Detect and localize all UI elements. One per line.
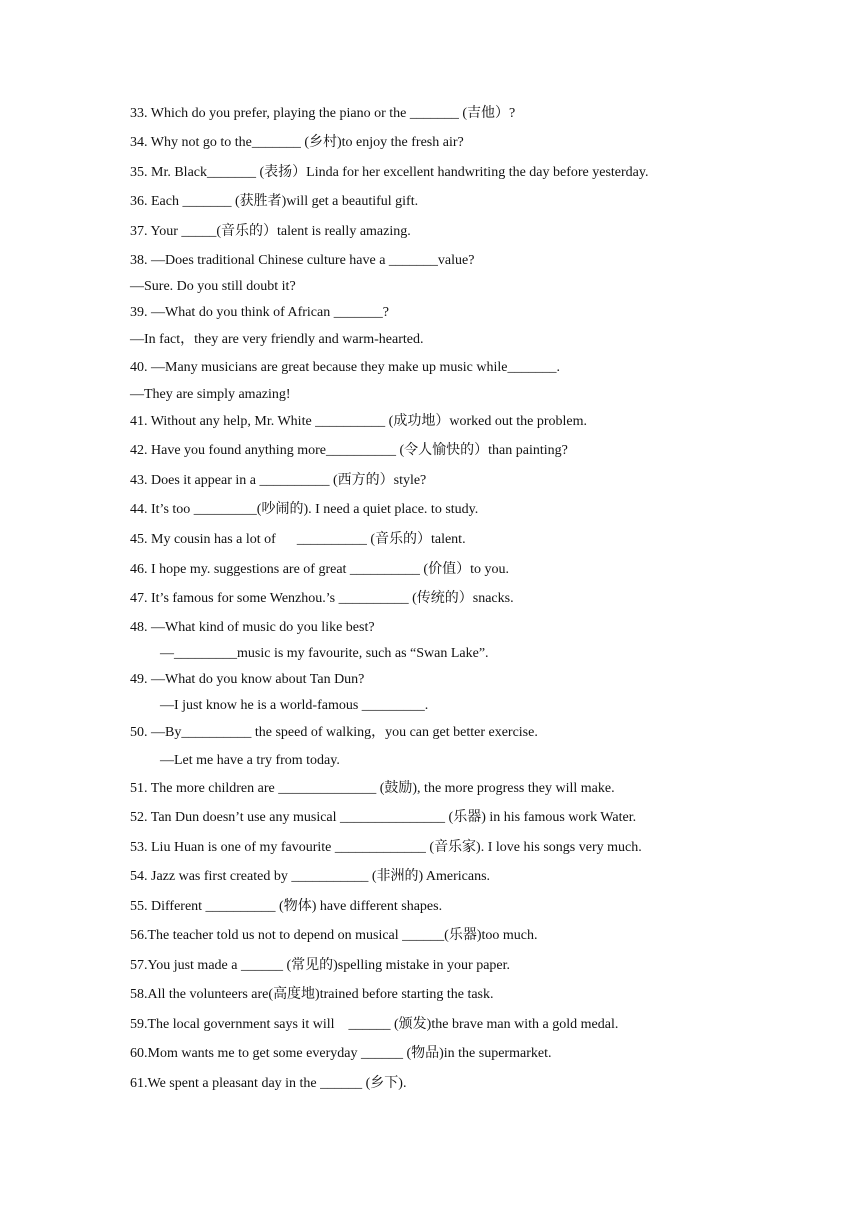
question-60: 60.Mom wants me to get some everyday ______ (物品)in the supermarket. bbox=[130, 1046, 552, 1061]
question-39: 39. —What do you think of African _______? bbox=[130, 305, 389, 320]
question-41: 41. Without any help, Mr. White __________ (成功地）worked out the problem. bbox=[130, 414, 587, 429]
question-56: 56.The teacher told us not to depend on musical ______(乐器)too much. bbox=[130, 928, 538, 943]
question-33: 33. Which do you prefer, playing the piano or the _______ (吉他）? bbox=[130, 106, 516, 121]
question-52: 52. Tan Dun doesn’t use any musical _______________ (乐器) in his famous work Water. bbox=[130, 810, 637, 825]
question-37: 37. Your _____(音乐的）talent is really amazing. bbox=[130, 224, 411, 239]
question-48: 48. —What kind of music do you like best? bbox=[130, 620, 375, 635]
question-44: 44. It’s too _________(吵闹的). I need a quiet place. to study. bbox=[130, 502, 479, 517]
question-40: 40. —Many musicians are great because they make up music while_______. bbox=[130, 360, 560, 375]
answer-38: —Sure. Do you still doubt it? bbox=[130, 279, 296, 294]
answer-39: —In fact，they are very friendly and warm-hearted. bbox=[130, 332, 424, 347]
question-59: 59.The local government says it will ______ (颁发)the brave man with a gold medal. bbox=[130, 1017, 619, 1032]
question-58: 58.All the volunteers are(高度地)trained before starting the task. bbox=[130, 987, 494, 1002]
question-50: 50. —By__________ the speed of walking，you can get better exercise. bbox=[130, 725, 538, 740]
question-43: 43. Does it appear in a __________ (西方的）style? bbox=[130, 473, 427, 488]
question-53: 53. Liu Huan is one of my favourite _____________ (音乐家). I love his songs very much. bbox=[130, 840, 642, 855]
question-36: 36. Each _______ (获胜者)will get a beautiful gift. bbox=[130, 194, 419, 209]
answer-49: —I just know he is a world-famous _________. bbox=[160, 698, 429, 713]
question-49: 49. —What do you know about Tan Dun? bbox=[130, 672, 365, 687]
question-55: 55. Different __________ (物体) have different shapes. bbox=[130, 899, 443, 914]
question-54: 54. Jazz was first created by ___________ (非洲的) Americans. bbox=[130, 869, 491, 884]
question-42: 42. Have you found anything more__________ (令人愉快的）than painting? bbox=[130, 443, 568, 458]
question-46: 46. I hope my. suggestions are of great __________ (价值）to you. bbox=[130, 562, 509, 577]
question-34: 34. Why not go to the_______ (乡村)to enjoy the fresh air? bbox=[130, 135, 464, 150]
question-47: 47. It’s famous for some Wenzhou.’s __________ (传统的）snacks. bbox=[130, 591, 514, 606]
answer-40: —They are simply amazing! bbox=[130, 387, 291, 402]
answer-48: —_________music is my favourite, such as “Swan Lake”. bbox=[160, 646, 489, 661]
question-51: 51. The more children are ______________ (鼓励), the more progress they will make. bbox=[130, 781, 615, 796]
question-45: 45. My cousin has a lot of __________ (音乐的）talent. bbox=[130, 532, 466, 547]
question-61: 61.We spent a pleasant day in the ______ (乡下). bbox=[130, 1076, 407, 1091]
question-38: 38. —Does traditional Chinese culture have a _______value? bbox=[130, 253, 475, 268]
question-35: 35. Mr. Black_______ (表扬）Linda for her excellent handwriting the day before yesterday. bbox=[130, 165, 649, 180]
question-57: 57.You just made a ______ (常见的)spelling mistake in your paper. bbox=[130, 958, 511, 973]
answer-50: —Let me have a try from today. bbox=[160, 753, 340, 768]
